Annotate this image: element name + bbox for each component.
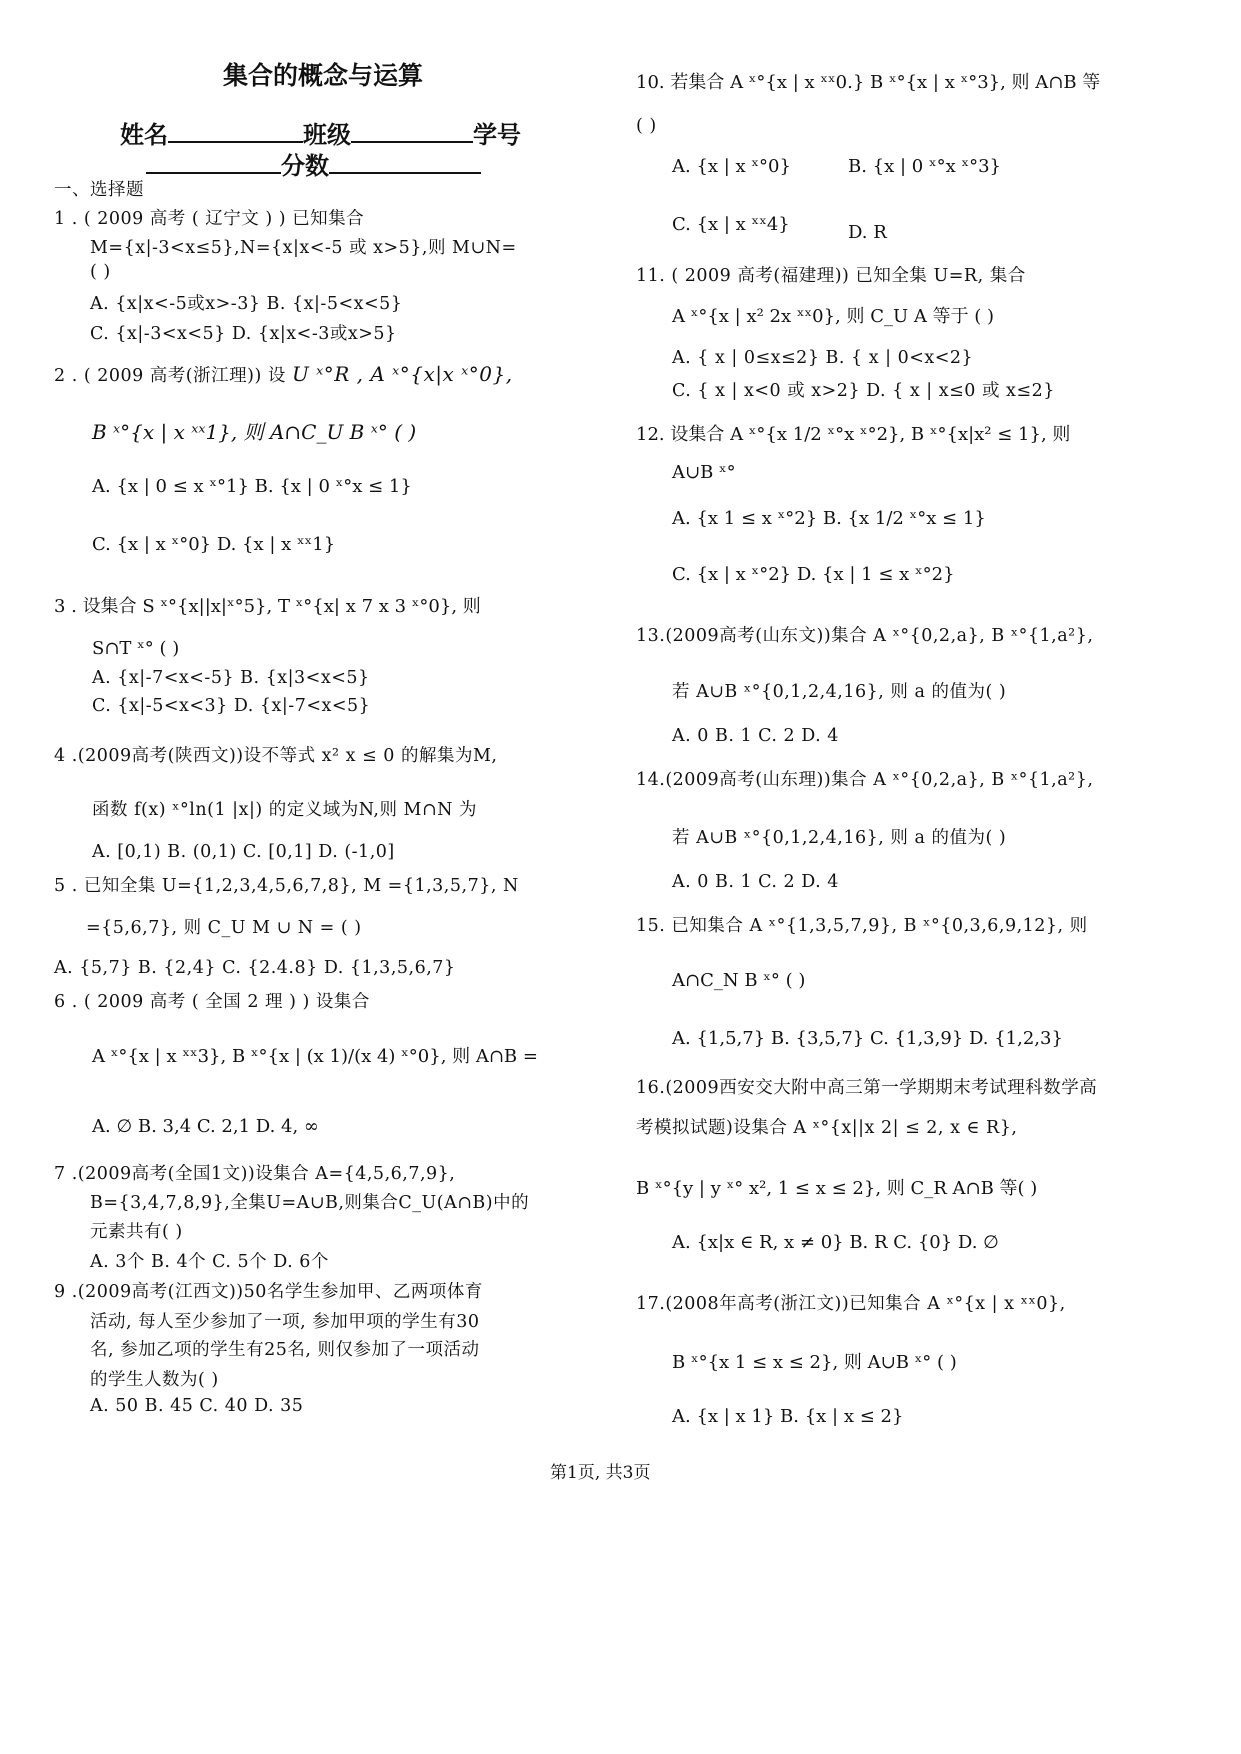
q1-line-2: M={x|-3<x≤5},N={x|x<-5 或 x>5},则 M∪N=	[90, 238, 517, 258]
q11-options-ab: A. { x | 0≤x≤2} B. { x | 0<x<2}	[672, 348, 974, 368]
q15-line-1: 15. 已知集合 A ˣ°{1,3,5,7,9}, B ˣ°{0,3,6,9,12}, 则	[636, 916, 1088, 936]
q6-line-2: A ˣ°{x | x ˣˣ3}, B ˣ°{x | (x 1)/(x 4) ˣ°0}, 则 A∩B =	[92, 1046, 538, 1067]
q11-options-cd: C. { x | x<0 或 x>2} D. { x | x≤0 或 x≤2}	[672, 381, 1055, 401]
q10-option-a: A. {x | x ˣ°0}	[672, 156, 791, 177]
q11-line-1: 11. ( 2009 高考(福建理)) 已知全集 U=R, 集合	[636, 266, 1026, 286]
page-title: 集合的概念与运算	[223, 61, 424, 90]
score-blank[interactable]	[329, 150, 481, 174]
q10-line-1: 10. 若集合 A ˣ°{x | x ˣˣ0.} B ˣ°{x | x ˣ°3}, 则 A∩B 等	[636, 72, 1101, 93]
q2-options-ab: A. {x | 0 ≤ x ˣ°1} B. {x | 0 ˣ°x ≤ 1}	[92, 476, 412, 497]
student-info-row-1	[120, 115, 521, 150]
q13-line-2: 若 A∪B ˣ°{0,1,2,4,16}, 则 a 的值为( )	[672, 682, 1007, 702]
q16-line-2: 考模拟试题)设集合 A ˣ°{x||x 2| ≤ 2, x ∈ R},	[636, 1118, 1018, 1138]
number-label: 学号	[473, 121, 521, 149]
q9-options: A. 50 B. 45 C. 40 D. 35	[90, 1396, 304, 1416]
q5-line-2: ={5,6,7}, 则 C_U M ∪ N = ( )	[86, 918, 362, 938]
q3-line-2: S∩T ˣ° ( )	[92, 638, 180, 659]
q14-line-2: 若 A∪B ˣ°{0,1,2,4,16}, 则 a 的值为( )	[672, 828, 1007, 848]
q7-line-2: B={3,4,7,8,9},全集U=A∪B,则集合C_U(A∩B)中的	[90, 1193, 530, 1213]
q16-line-1: 16.(2009西安交大附中高三第一学期期末考试理科数学高	[636, 1078, 1098, 1098]
q12-options-ab: A. {x 1 ≤ x ˣ°2} B. {x 1/2 ˣ°x ≤ 1}	[672, 508, 986, 529]
q3-options-cd: C. {x|-5<x<3} D. {x|-7<x<5}	[92, 696, 371, 716]
q6-line-1: 6 . ( 2009 高考 ( 全国 2 理 ) ) 设集合	[54, 992, 370, 1012]
q5-line-1: 5 . 已知全集 U={1,2,3,4,5,6,7,8}, M ={1,3,5,7}, N	[54, 876, 519, 896]
q1-options-ab: A. {x|x<-5或x>-3} B. {x|-5<x<5}	[90, 294, 403, 314]
q10-line-2: ( )	[636, 116, 657, 136]
q9-line-3: 名, 参加乙项的学生有25名, 则仅参加了一项活动	[90, 1340, 480, 1360]
q15-options: A. {1,5,7} B. {3,5,7} C. {1,3,9} D. {1,2,3}	[672, 1028, 1063, 1049]
class-label: 班级	[303, 121, 351, 149]
q6-options: A. ∅ B. 3,4 C. 2,1 D. 4, ∞	[92, 1116, 319, 1137]
q3-options-ab: A. {x|-7<x<-5} B. {x|3<x<5}	[92, 668, 370, 688]
q11-line-2: A ˣ°{x | x² 2x ˣˣ0}, 则 C_U A 等于 ( )	[672, 306, 995, 327]
score-label: 分数	[281, 152, 329, 180]
class-blank[interactable]	[351, 119, 473, 143]
q4-line-2: 函数 f(x) ˣ°ln(1 |x|) 的定义域为N,则 M∩N 为	[92, 800, 478, 820]
q1-options-cd: C. {x|-3<x<5} D. {x|x<-3或x>5}	[90, 324, 397, 344]
q15-line-2: A∩C_N B ˣ° ( )	[672, 970, 806, 991]
q9-line-2: 活动, 每人至少参加了一项, 参加甲项的学生有30	[90, 1312, 480, 1332]
q2-line-1	[54, 362, 513, 387]
q10-option-d: D. R	[848, 222, 887, 243]
q4-options: A. [0,1) B. (0,1) C. [0,1] D. (-1,0]	[92, 842, 395, 862]
q5-options: A. {5,7} B. {2,4} C. {2.4.8} D. {1,3,5,6,7}	[54, 958, 456, 978]
q7-line-1: 7 .(2009高考(全国1文))设集合 A={4,5,6,7,9},	[54, 1164, 456, 1184]
q17-line-1: 17.(2008年高考(浙江文))已知集合 A ˣ°{x | x ˣˣ0},	[636, 1294, 1066, 1314]
name-blank[interactable]	[168, 119, 303, 143]
q2-line-1-text: 2 . ( 2009 高考(浙江理)) 设	[54, 366, 286, 386]
q12-options-cd: C. {x | x ˣ°2} D. {x | 1 ≤ x ˣ°2}	[672, 564, 955, 585]
q4-line-1: 4 .(2009高考(陕西文))设不等式 x² x ≤ 0 的解集为M,	[54, 746, 498, 766]
number-blank[interactable]	[146, 150, 281, 174]
q16-options: A. {x|x ∈ R, x ≠ 0} B. R C. {0} D. ∅	[672, 1232, 999, 1253]
q10-option-c: C. {x | x ˣˣ4}	[672, 214, 790, 235]
q12-line-1: 12. 设集合 A ˣ°{x 1/2 ˣ°x ˣ°2}, B ˣ°{x|x² ≤ 1}, 则	[636, 424, 1071, 445]
q16-line-3: B ˣ°{y | y ˣ° x², 1 ≤ x ≤ 2}, 则 C_R A∩B 等( )	[636, 1178, 1038, 1199]
q3-line-1: 3 . 设集合 S ˣ°{x||x|ˣ°5}, T ˣ°{x| x 7 x 3 ˣ°0}, 则	[54, 596, 481, 617]
q17-options: A. {x | x 1} B. {x | x ≤ 2}	[672, 1406, 904, 1427]
q2-options-cd: C. {x | x ˣ°0} D. {x | x ˣˣ1}	[92, 534, 336, 555]
q12-line-2: A∪B ˣ°	[672, 462, 736, 483]
q14-options: A. 0 B. 1 C. 2 D. 4	[672, 872, 839, 892]
q9-line-4: 的学生人数为( )	[90, 1370, 219, 1390]
name-label: 姓名	[120, 121, 168, 149]
q9-line-1: 9 .(2009高考(江西文))50名学生参加甲、乙两项体育	[54, 1282, 483, 1302]
q7-options: A. 3个 B. 4个 C. 5个 D. 6个	[90, 1252, 329, 1272]
q2-line-1-math: U ˣ°R , A ˣ°{x|x ˣ°0},	[291, 362, 513, 386]
q13-options: A. 0 B. 1 C. 2 D. 4	[672, 726, 839, 746]
q10-option-b: B. {x | 0 ˣ°x ˣ°3}	[848, 156, 1001, 177]
q17-line-2: B ˣ°{x 1 ≤ x ≤ 2}, 则 A∪B ˣ° ( )	[672, 1352, 957, 1373]
student-info-row-2	[146, 146, 481, 181]
section-heading: 一、选择题	[54, 180, 144, 200]
q13-line-1: 13.(2009高考(山东文))集合 A ˣ°{0,2,a}, B ˣ°{1,a²},	[636, 626, 1094, 646]
q2-line-2: B ˣ°{x | x ˣˣ1}, 则 A∩C_U B ˣ° ( )	[92, 420, 417, 444]
q14-line-1: 14.(2009高考(山东理))集合 A ˣ°{0,2,a}, B ˣ°{1,a²},	[636, 770, 1094, 790]
q7-line-3: 元素共有( )	[90, 1222, 183, 1242]
q1-line-3: ( )	[90, 262, 111, 282]
q1-line-1: 1 . ( 2009 高考 ( 辽宁文 ) ) 已知集合	[54, 209, 365, 229]
page-footer: 第1页, 共3页	[550, 1463, 651, 1483]
